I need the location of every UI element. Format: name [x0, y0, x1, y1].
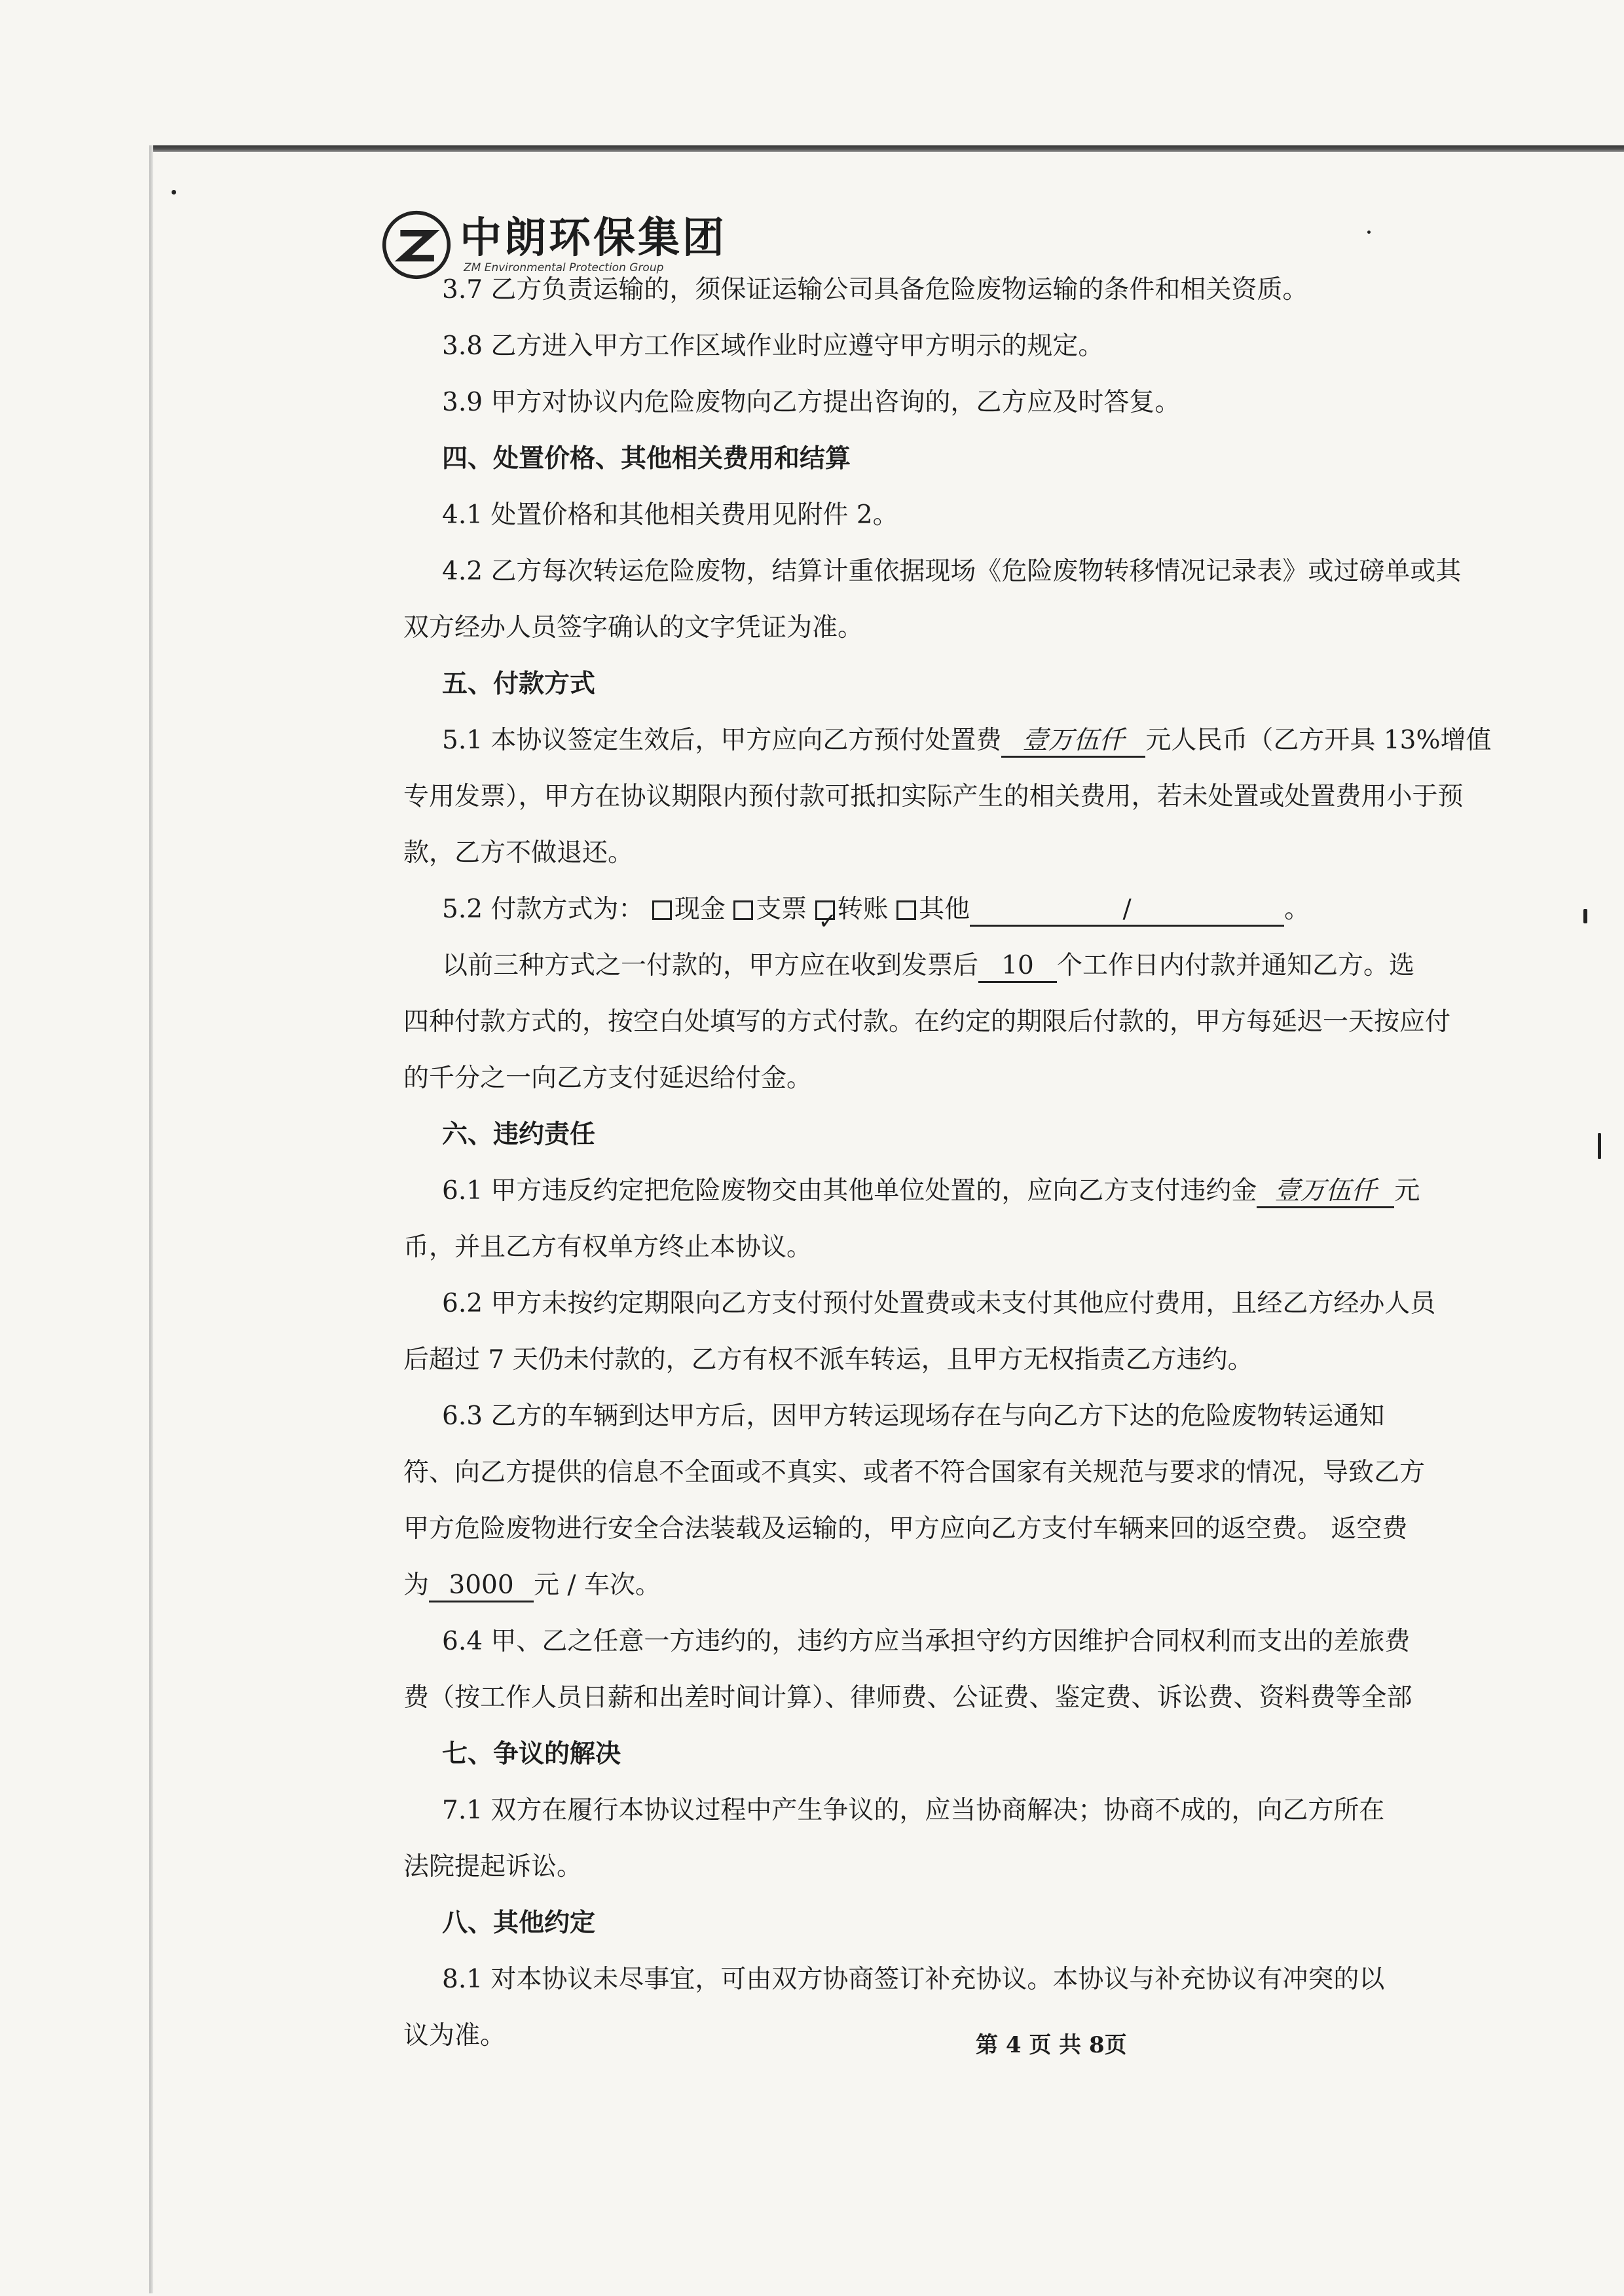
- clause-5-2-line-4: 的千分之一向乙方支付延迟给付金。: [403, 1064, 813, 1093]
- clause-3-9: 3.9 甲方对协议内危险废物向乙方提出咨询的，乙方应及时答复。: [442, 388, 1181, 417]
- section-8-heading: 八、其他约定: [442, 1908, 596, 1938]
- clause-6-4-line-2: 费（按工作人员日薪和出差时间计算）、律师费、公证费、鉴定费、诉讼费、资料费等全部: [403, 1683, 1412, 1713]
- clause-6-3-text: 为: [403, 1570, 430, 1600]
- prepayment-amount-field: 壹万伍仟: [1001, 726, 1145, 758]
- clause-5-1-text: 5.1 本协议签定生效后，甲方应向乙方预付处置费: [442, 726, 1002, 755]
- checkbox-other-icon: [896, 900, 916, 920]
- return-fee-field: 3000: [429, 1570, 534, 1602]
- option-cheque-label: 支票: [756, 895, 807, 924]
- clause-5-1-line-3: 款，乙方不做退还。: [403, 838, 634, 868]
- clause-8-1-line-2: 议为准。: [403, 2021, 506, 2050]
- option-transfer-label: 转账: [837, 895, 889, 924]
- payment-days-field: 10: [978, 951, 1057, 983]
- clause-6-3-line-1: 6.3 乙方的车辆到达甲方后，因甲方转运现场存在与向乙方下达的危险废物转运通知: [442, 1401, 1385, 1431]
- option-cash-label: 现金: [674, 895, 726, 924]
- scan-top-edge: [149, 145, 1624, 152]
- section-5-heading: 五、付款方式: [442, 669, 596, 699]
- clause-5-2-line-1: [406, 881, 1624, 938]
- clause-5-2b-text: 以前三种方式之一付款的，甲方应在收到发票后: [442, 951, 979, 980]
- clause-4-1: 4.1 处置价格和其他相关费用见附件 2。: [442, 500, 898, 530]
- clause-6-2-line-2: 后超过 7 天仍未付款的，乙方有权不派车转运，且甲方无权指责乙方违约。: [403, 1345, 1253, 1375]
- company-name-cn: 中朗环保集团: [460, 214, 727, 263]
- clause-5-2-line-2: [406, 938, 1624, 994]
- clause-6-3-line-2: 符、向乙方提供的信息不全面或不真实、或者不符合国家有关规范与要求的情况，导致乙方: [403, 1458, 1426, 1487]
- clause-6-4-line-1: 6.4 甲、乙之任意一方违约的，违约方应当承担守约方因维护合同权利而支出的差旅费: [442, 1627, 1411, 1656]
- clause-6-3-text-end: 元 / 车次。: [534, 1570, 661, 1600]
- scan-speck: [172, 190, 176, 194]
- clause-6-1-line-1: [406, 1163, 1624, 1219]
- clause-3-8: 3.8 乙方进入甲方工作区域作业时应遵守甲方明示的规定。: [442, 331, 1104, 361]
- clause-5-2-period: 。: [1284, 895, 1310, 924]
- clause-6-1-text-end: 元: [1394, 1176, 1420, 1206]
- clause-6-3-line-3: 甲方危险废物进行安全合法装载及运输的，甲方应向乙方支付车辆来回的返空费。 返空费: [403, 1514, 1408, 1544]
- option-other-label: 其他: [919, 895, 970, 924]
- clause-6-3-line-4: [403, 1557, 1624, 1614]
- clause-6-1-line-2: 币，并且乙方有权单方终止本协议。: [403, 1232, 813, 1262]
- other-method-field: /: [970, 895, 1284, 927]
- scan-left-edge: [149, 145, 153, 2293]
- checkbox-cheque-icon: [733, 900, 753, 920]
- clause-5-1-line-1: [406, 713, 1624, 769]
- clause-7-1-line-2: 法院提起诉讼。: [403, 1852, 583, 1881]
- clause-5-1-text-end: 元人民币（乙方开具 13%增值: [1145, 726, 1492, 755]
- clause-3-7: 3.7 乙方负责运输的，须保证运输公司具备危险废物运输的条件和相关资质。: [442, 275, 1308, 305]
- section-7-heading: 七、争议的解决: [442, 1739, 621, 1769]
- clause-5-2-line-3: 四种付款方式的，按空白处填写的方式付款。在约定的期限后付款的，甲方每延迟一天按应付: [403, 1007, 1451, 1037]
- section-6-heading: 六、违约责任: [442, 1120, 596, 1149]
- document-body: [403, 262, 1624, 2064]
- clause-7-1-line-1: 7.1 双方在履行本协议过程中产生争议的，应当协商解决；协商不成的，向乙方所在: [442, 1796, 1385, 1825]
- checkbox-cash-icon: [652, 900, 672, 920]
- page-number: 第 4 页 共 8页: [976, 2032, 1127, 2058]
- clause-5-1-line-2: 专用发票），甲方在协议期限内预付款可抵扣实际产生的相关费用，若未处置或处置费用小于预: [403, 782, 1464, 811]
- clause-6-1-text: 6.1 甲方违反约定把危险废物交由其他单位处置的，应向乙方支付违约金: [442, 1176, 1257, 1206]
- clause-5-2b-text-end: 个工作日内付款并通知乙方。选: [1057, 951, 1415, 980]
- clause-4-2-line-1: 4.2 乙方每次转运危险废物，结算计重依据现场《危险废物转移情况记录表》或过磅单或其: [442, 557, 1462, 586]
- clause-6-2-line-1: 6.2 甲方未按约定期限向乙方支付预付处置费或未支付其他应付费用，且经乙方经办人员: [442, 1289, 1436, 1318]
- clause-5-2-text: 5.2 付款方式为：: [442, 895, 644, 924]
- clause-8-1-line-1: 8.1 对本协议未尽事宜，可由双方协商签订补充协议。本协议与补充协议有冲突的以: [442, 1965, 1385, 1994]
- checkbox-transfer-checked-icon: [815, 900, 835, 920]
- company-name-en: ZM Environmental Protection Group: [464, 261, 664, 274]
- section-4-heading: 四、处置价格、其他相关费用和结算: [442, 444, 851, 473]
- clause-4-2-line-2: 双方经办人员签字确认的文字凭证为准。: [403, 613, 864, 642]
- scan-speck: [1367, 231, 1371, 234]
- penalty-amount-field: 壹万伍仟: [1257, 1176, 1394, 1208]
